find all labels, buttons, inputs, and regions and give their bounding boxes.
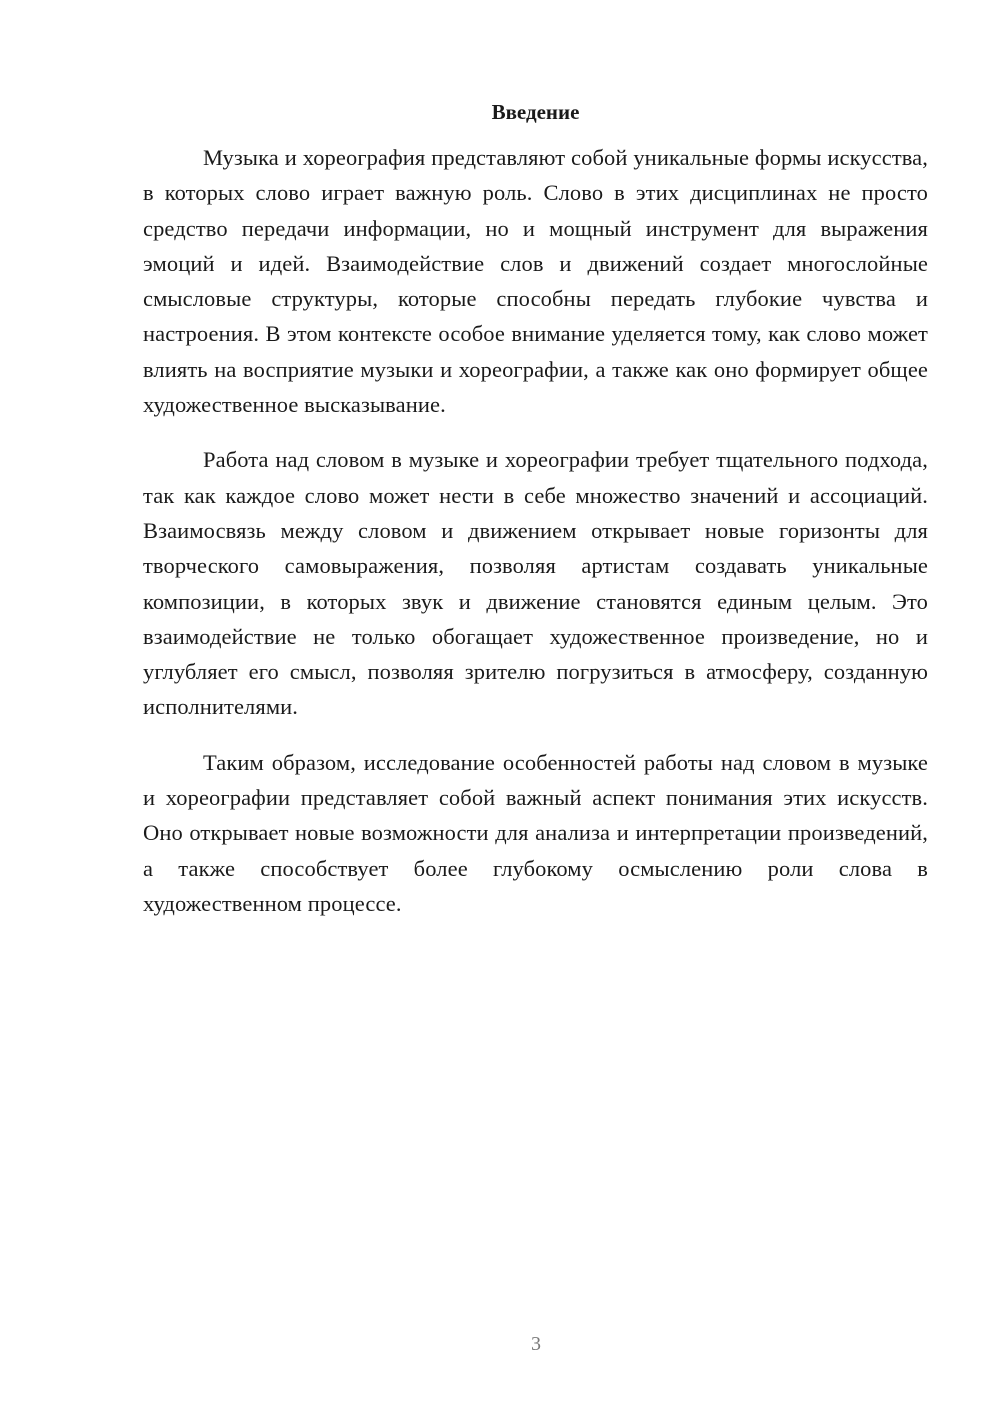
page-number: 3 [531, 1333, 541, 1355]
body-text [143, 140, 928, 941]
paragraph: Работа над словом в музыке и хореографии требует тщательного подхода, так как каждое слово может нести в себе множество значений и ассоциаций. Взаимосвязь между словом и движением открывает новые горизонты для творческого самовыражения, позволяя артистам создавать уникальные композиции, в которых звук и движение становятся единым целым. Это взаимодействие не только обогащает художественное произведение, но и углубляет его смысл, позволяя зрителю погрузиться в атмосферу, созданную исполнителями. [143, 447, 928, 720]
paragraph: Таким образом, исследование особенностей работы над словом в музыке и хореографии представляет собой важный аспект понимания этих искусств. Оно открывает новые возможности для анализа и интерпретации произведений, а также способствует более глубокому осмыслению роли слова в художественном процессе. [143, 749, 928, 916]
paragraph: Музыка и хореография представляют собой уникальные формы искусства, в которых слово играет важную роль. Слово в этих дисциплинах не просто средство передачи информации, но и мощный инструмент для выражения эмоций и идей. Взаимодействие слов и движений создает многослойные смысловые структуры, которые способны передать глубокие чувства и настроения. В этом контексте особое внимание уделяется тому, как слово может влиять на восприятие музыки и хореографии, а также как оно формирует общее художественное высказывание. [143, 145, 928, 418]
section-heading: Введение [491, 100, 580, 124]
